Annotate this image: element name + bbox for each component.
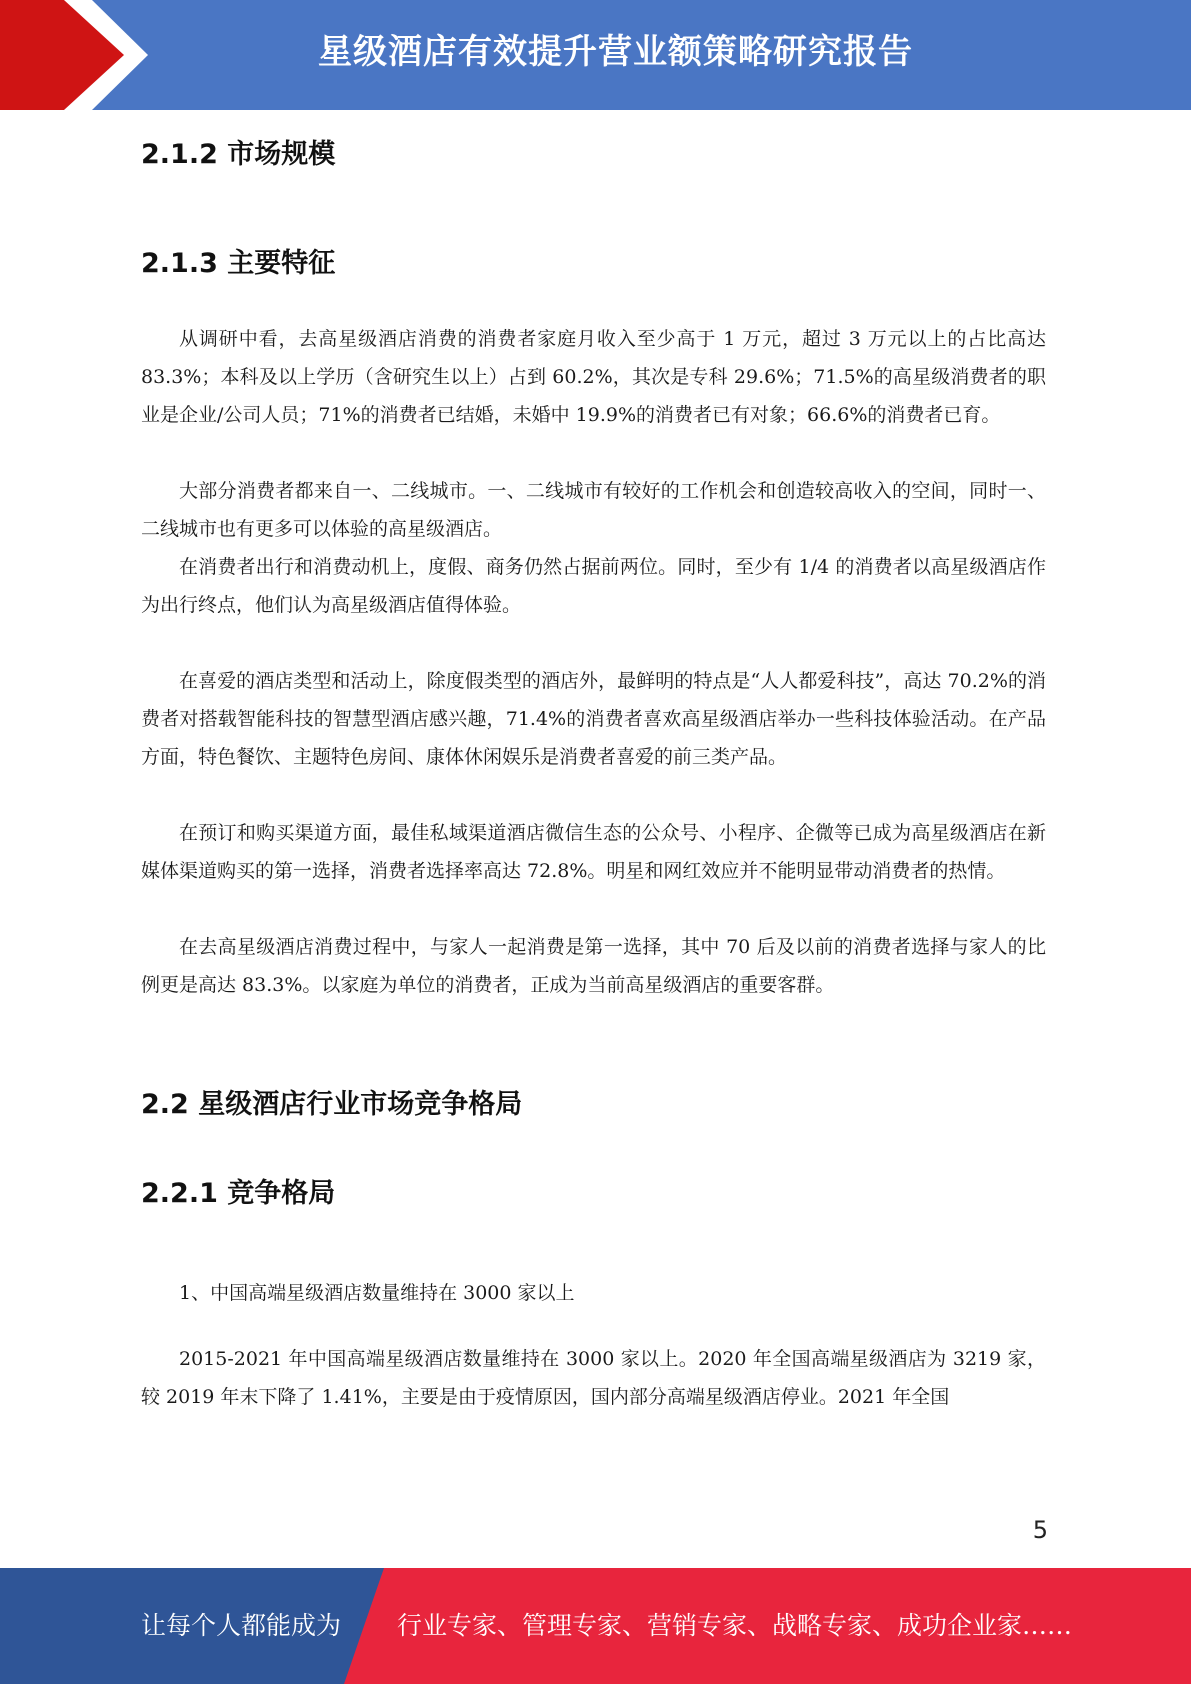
paragraph: 在预订和购买渠道方面，最佳私域渠道酒店微信生态的公众号、小程序、企微等已成为高星级酒店在新媒体渠道购买的第一选择，消费者选择率高达 72.8%。明星和网红效应并不能明显带动消费者的热情。 bbox=[141, 822, 1046, 882]
paragraph: 大部分消费者都来自一、二线城市。一、二线城市有较好的工作机会和创造较高收入的空间，同时一、二线城市也有更多可以体验的高星级酒店。 bbox=[141, 480, 1046, 540]
header-banner bbox=[0, 0, 1191, 110]
footer-slogan-right: 行业专家、管理专家、营销专家、战略专家、成功企业家…… bbox=[397, 1611, 1073, 1640]
paragraph: 2015-2021 年中国高端星级酒店数量维持在 3000 家以上。2020 年全国高端星级酒店为 3219 家，较 2019 年末下降了 1.41%，主要是由于疫情原因，国内部分高端星级酒店停业。2021 年全国 bbox=[141, 1348, 1046, 1408]
page-content bbox=[141, 110, 1046, 1416]
section-heading-2-2: 2.2 星级酒店行业市场竞争格局 bbox=[141, 1089, 523, 1120]
page-number: 5 bbox=[1032, 1516, 1048, 1544]
paragraph: 从调研中看，去高星级酒店消费的消费者家庭月收入至少高于 1 万元，超过 3 万元以上的占比高达 83.3%；本科及以上学历（含研究生以上）占到 60.2%，其次是专科 29.6%；71.5%的高星级消费者的职业是企业/公司人员；71%的消费者已结婚，未婚中 19.9%的消费者已有对象；66.6%的消费者已育。 bbox=[141, 328, 1046, 426]
report-title: 星级酒店有效提升营业额策略研究报告 bbox=[318, 32, 913, 72]
paragraph: 在喜爱的酒店类型和活动上，除度假类型的酒店外，最鲜明的特点是“人人都爱科技”，高达 70.2%的消费者对搭载智能科技的智慧型酒店感兴趣，71.4%的消费者喜欢高星级酒店举办一些科技体验活动。在产品方面，特色餐饮、主题特色房间、康体休闲娱乐是消费者喜爱的前三类产品。 bbox=[141, 670, 1046, 768]
list-item: 1、中国高端星级酒店数量维持在 3000 家以上 bbox=[179, 1282, 575, 1304]
footer-slogan-left: 让每个人都能成为 bbox=[141, 1611, 342, 1640]
footer-banner bbox=[0, 1568, 1191, 1684]
paragraph: 在去高星级酒店消费过程中，与家人一起消费是第一选择，其中 70 后及以前的消费者选择与家人的比例更是高达 83.3%。以家庭为单位的消费者，正成为当前高星级酒店的重要客群。 bbox=[141, 936, 1046, 996]
paragraph: 在消费者出行和消费动机上，度假、商务仍然占据前两位。同时，至少有 1/4 的消费者以高星级酒店作为出行终点，他们认为高星级酒店值得体验。 bbox=[141, 556, 1046, 616]
section-heading-2-1-2: 2.1.2 市场规模 bbox=[141, 139, 336, 170]
section-heading-2-1-3: 2.1.3 主要特征 bbox=[141, 248, 336, 279]
section-heading-2-2-1: 2.2.1 竞争格局 bbox=[141, 1178, 336, 1209]
